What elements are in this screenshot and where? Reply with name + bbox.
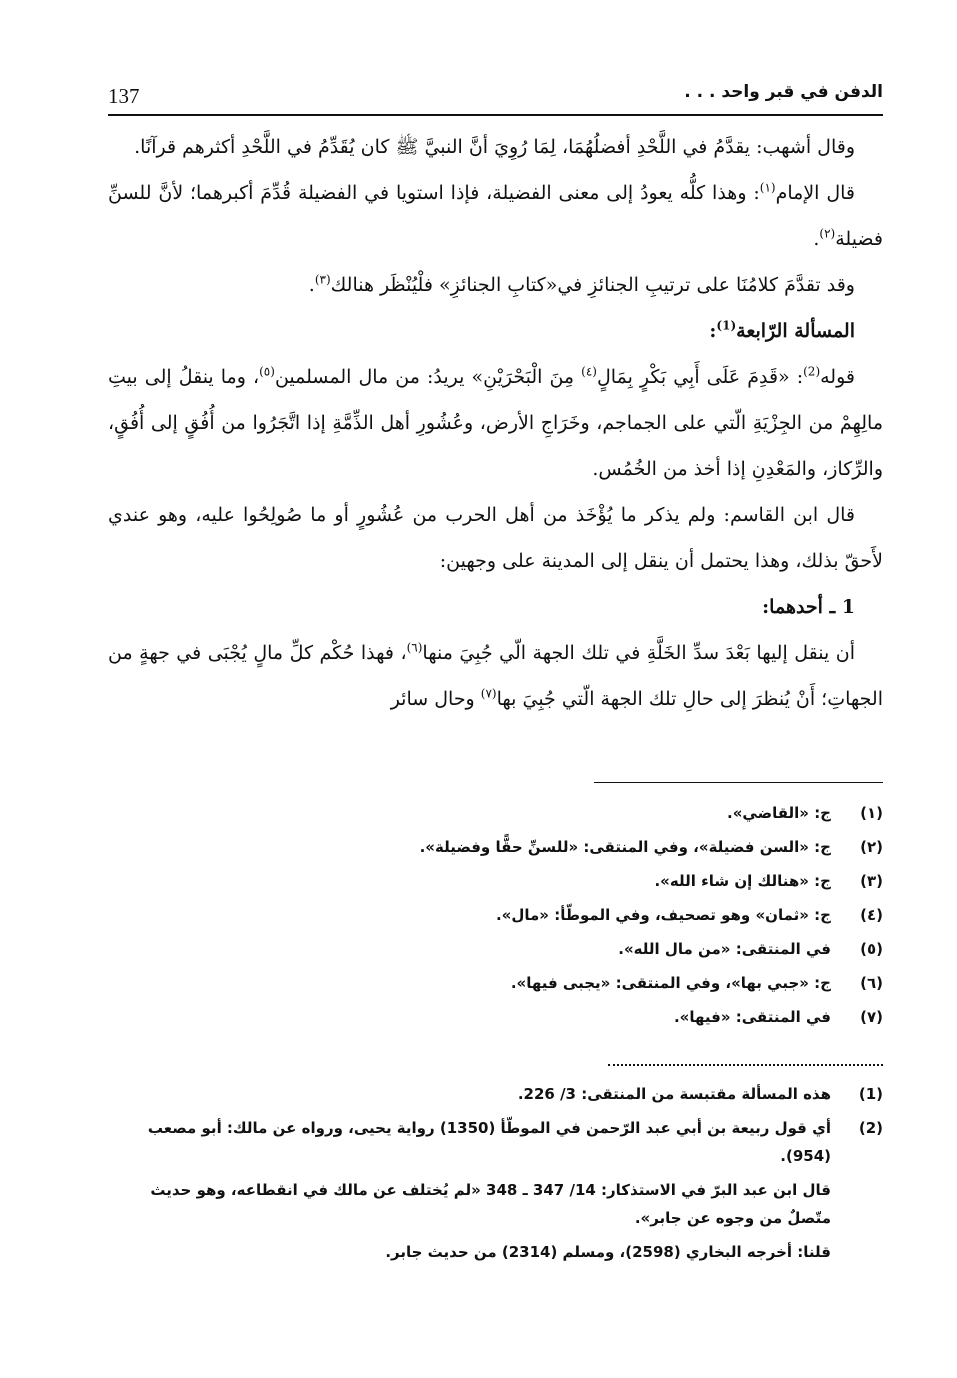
footnote-text: في المنتقى: «من مال الله». (618, 940, 831, 958)
paragraph-4-text: قوله (820, 366, 855, 388)
editor-note-number: (1) (858, 1085, 883, 1103)
page-number: 137 (108, 84, 140, 108)
editor-note (108, 1080, 883, 1108)
footnote-number: (٥) (860, 940, 883, 958)
dotted-separator (608, 1064, 883, 1066)
footnotes (108, 796, 883, 1034)
paragraph-2-text: : وهذا كلُّه يعودُ إلى معنى الفضيلة، فإذا استويا في الفضيلة قُدِّمَ أكبرهما؛ لأنَّ للسنِّ فضيلة (108, 182, 883, 250)
footnote-text: ج: «القاضي». (727, 804, 831, 822)
footnote-ref: (٤) (581, 364, 597, 379)
paragraph-6-text: وحال سائر (390, 688, 481, 710)
footnote-ref: (٥) (259, 364, 275, 379)
footnote-ref: (١) (759, 180, 776, 195)
paragraph-3-text: وقد تقدَّمَ كلامُنَا على ترتيبِ الجنائزِ في«كتابِ الجنائزِ» فلْيُنْظَر هنالك (330, 274, 855, 296)
footnote-text: ج: «جبي بها»، وفي المنتقى: «يجبى فيها». (510, 974, 831, 992)
footnote (108, 864, 883, 898)
sub-heading: 1 ـ أحدهما: (762, 596, 855, 618)
footnote-number: (٢) (860, 838, 883, 856)
footnote-number: (١) (860, 804, 883, 822)
footnote (108, 1000, 883, 1034)
paragraph-5: قال ابن القاسم: ولم يذكر ما يُؤْخَذ من أهل الحرب من عُشُورٍ أو ما صُولِحُوا عليه، وهو عندي لأَحقّ بذلك، وهذا يحتمل أن ينقل إلى المدينة على وجهين: (108, 504, 883, 572)
footnote-text: ج: «السن فضيلة»، وفي المنتقى: «للسنِّ حقًّا وفضيلة». (419, 838, 831, 856)
footnote-number: (٦) (860, 974, 883, 992)
header-rule (108, 114, 883, 116)
paragraph-6-text: أن ينقل إليها بَعْدَ سدِّ الخَلَّةِ في تلك الجهة الّي جُبِيَ منها (422, 642, 855, 664)
paragraph-4-text: : «قَدِمَ عَلَى أَبِي بَكْرٍ بِمَالٍ (596, 366, 804, 388)
paragraph-2 (108, 170, 883, 262)
paragraph-6-text: ، فهذا حُكْم كلِّ مالٍ يُجْبَى في جهةٍ من الجهاتِ؛ أَنْ يُنظرَ إلى حالِ تلك الجهة الّتي جُبِيَ بها (108, 642, 883, 710)
paragraph-3-text: . (308, 274, 315, 296)
section-heading-text: المسألة الرّابعة (736, 320, 855, 342)
paragraph-4-text: مِنَ الْبَحْرَيْنِ» يريدُ: من مال المسلمين (274, 366, 582, 388)
paragraph-3 (108, 262, 883, 308)
footnote (108, 966, 883, 1000)
section-heading-text: : (709, 320, 717, 342)
paragraph-1: وقال أشهب: يقدَّمُ في اللَّحْدِ أفضلُهُمَا، لِمَا رُوِيَ أنَّ النبيَّ ﷺ كان يُقَدِّمُ في اللَّحْدِ أكثرهم قرآنًا. (134, 136, 855, 158)
footnote-ref: (2) (803, 364, 821, 379)
main-text (108, 124, 883, 722)
footnote-ref: (1) (716, 318, 737, 333)
editor-note-continuation: قال ابن عبد البرّ في الاستذكار: 14/ 347 ـ 348 «لم يُختلف عن مالك في انقطاعه، وهو حديث متّصلٌ من وجوه عن جابر». (150, 1181, 831, 1227)
section-heading (108, 308, 883, 354)
page-header (108, 80, 883, 116)
editor-note-number: (2) (858, 1119, 883, 1137)
footnote-text: في المنتقى: «فيها». (673, 1008, 831, 1026)
footnote-ref: (٧) (480, 686, 497, 701)
footnote (108, 932, 883, 966)
footnote-ref: (٣) (314, 272, 331, 287)
footnote-ref: (٢) (819, 226, 836, 241)
editor-notes (108, 1080, 883, 1272)
footnote-ref: (٦) (406, 640, 423, 655)
footnote (108, 830, 883, 864)
paragraph-4-text: ، وما ينقلُ إلى بيتِ مالِهِمْ من الجِزْيَةِ الّتي على الجماجم، وخَرَاجِ الأرض، وعُشُورِ أهل الذِّمَّةِ إذا اتَّجَرُوا من أُفُقٍ إلى أُفُقٍ، والرِّكاز، والمَعْدِنِ إذا أخذ من الخُمُس. (108, 366, 883, 480)
editor-note-continuation: قلنا: أخرجه البخاري (2598)، ومسلم (2314) من حديث جابر. (385, 1243, 831, 1261)
footnote-rule (594, 782, 883, 783)
footnote-text: ج: «ثمان» وهو تصحيف، وفي الموطّأ: «مال». (495, 906, 831, 924)
footnote (108, 898, 883, 932)
paragraph-2-text: قال الإمام (775, 182, 855, 204)
paragraph-6 (108, 630, 883, 722)
editor-note-text: هذه المسألة مقتبسة من المنتقى: 3/ 226. (517, 1085, 831, 1103)
paragraph-2-text: . (813, 228, 820, 250)
footnote (108, 796, 883, 830)
footnote-number: (٣) (860, 872, 883, 890)
footnote-number: (٤) (860, 906, 883, 924)
running-title: الدفن في قبر واحد . . . (684, 82, 883, 102)
editor-note (108, 1114, 883, 1170)
footnote-text: ج: «هنالك إن شاء الله». (654, 872, 831, 890)
footnote-number: (٧) (860, 1008, 883, 1026)
editor-note-text: أي قول ربيعة بن أبي عبد الرّحمن في الموطّأ (1350) رواية يحيى، ورواه عن مالك: أبو مصعب (954). (147, 1119, 831, 1165)
paragraph-4 (108, 354, 883, 492)
